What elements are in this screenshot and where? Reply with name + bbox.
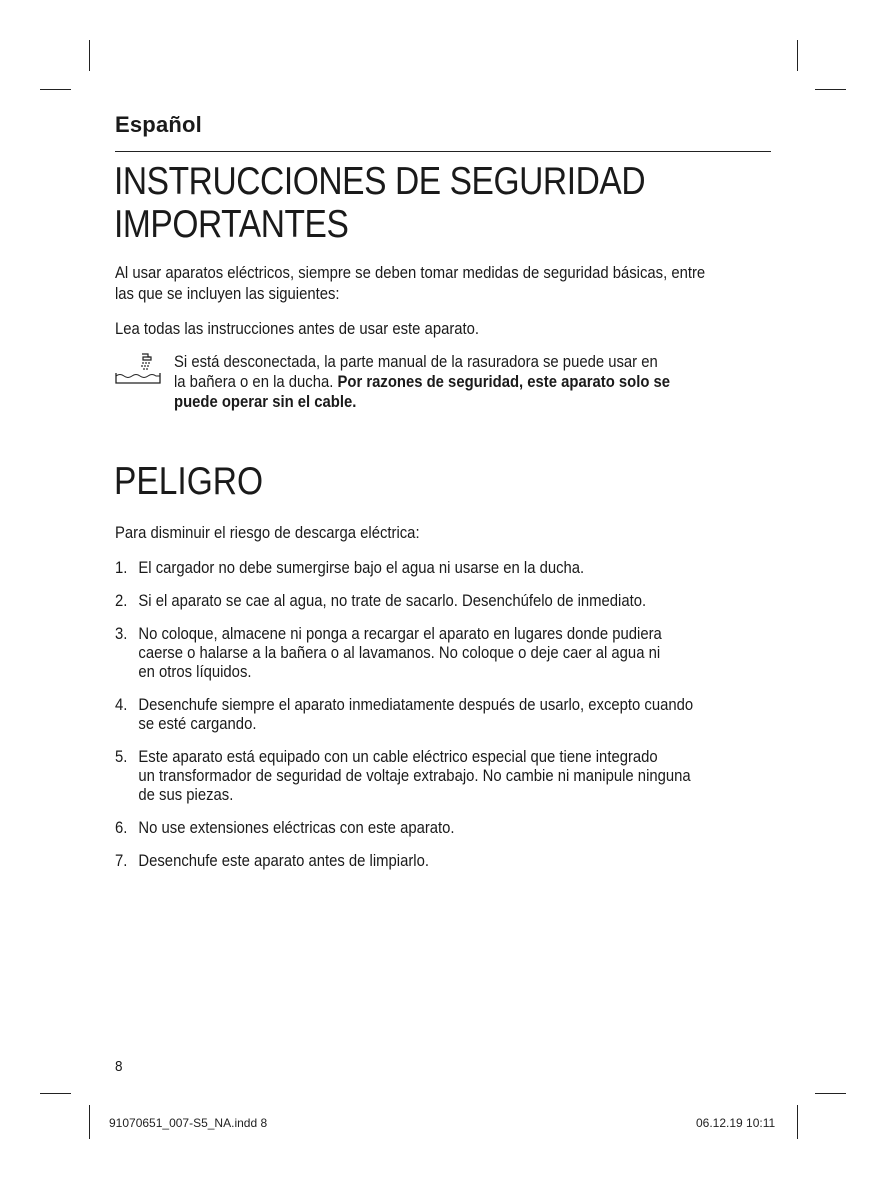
list-item [115,592,727,611]
list-item-line: un transformador de seguridad de voltaje extrabajo. No cambie ni manipule ninguna [138,767,691,785]
bath-shower-icon [113,352,163,388]
crop-mark [40,1093,71,1094]
list-item-text [138,748,690,805]
list-item [115,559,727,578]
list-item-line: en otros líquidos. [138,663,252,681]
crop-mark [89,1105,90,1139]
list-item-number: 7. [115,852,128,870]
crop-mark [797,40,798,71]
crop-mark [815,1093,846,1094]
list-item-number: 1. [115,559,128,577]
note-line: Si está desconectada, la parte manual de la rasuradora se puede usar en [174,353,658,371]
list-item-line: Si el aparato se cae al agua, no trate de sacarlo. Desenchúfelo de inmediato. [138,592,647,610]
list-item-line: Este aparato está equipado con un cable eléctrico especial que tiene integrado [138,748,658,766]
danger-title: PELIGRO [114,460,264,503]
safety-title [114,160,682,246]
crop-mark [89,40,90,71]
note-warning-bold: puede operar sin el cable. [174,393,357,411]
danger-list [115,559,795,885]
note-line [174,372,670,392]
heading-divider [115,151,771,152]
list-item-number: 6. [115,819,128,837]
crop-mark [815,89,846,90]
safety-title-line: IMPORTANTES [114,203,349,246]
list-item-line: No coloque, almacene ni ponga a recargar el aparato en lugares donde pudiera [138,625,662,643]
slug-filename: 91070651_007-S5_NA.indd 8 [109,1116,268,1130]
note-warning-bold: Por razones de seguridad, este aparato solo se [337,373,671,391]
list-item-line: caerse o halarse a la bañera o al lavamanos. No coloque o deje caer al agua ni [138,644,661,662]
safety-intro [115,263,705,305]
language-heading: Español [115,112,202,137]
intro-line: Al usar aparatos eléctricos, siempre se deben tomar medidas de seguridad básicas, entre [115,264,706,282]
crop-mark [797,1105,798,1139]
safety-title-line: INSTRUCCIONES DE SEGURIDAD [114,160,646,203]
list-item-text [138,625,661,682]
list-item-line: de sus piezas. [138,786,234,804]
list-item [115,748,727,805]
list-item-line: se esté cargando. [138,715,257,733]
intro-line: las que se incluyen las siguientes: [115,285,340,303]
danger-intro: Para disminuir el riesgo de descarga eléctrica: [115,524,420,542]
list-item-number: 5. [115,748,128,766]
note-line [174,392,670,412]
list-item [115,696,727,734]
list-item-text [138,592,646,611]
list-item-line: Desenchufe este aparato antes de limpiarlo. [138,852,429,870]
list-item [115,852,727,871]
note-text: la bañera o en la ducha. [174,373,338,391]
list-item-line: El cargador no debe sumergirse bajo el agua ni usarse en la ducha. [138,559,585,577]
page-number: 8 [115,1058,123,1075]
list-item-text [138,696,693,734]
list-item-number: 4. [115,696,128,714]
list-item-number: 2. [115,592,128,610]
crop-mark [40,89,71,90]
list-item-line: No use extensiones eléctricas con este aparato. [138,819,455,837]
list-item-line: Desenchufe siempre el aparato inmediatamente después de usarlo, excepto cuando [138,696,694,714]
shower-use-note [174,352,670,412]
list-item-text [138,819,454,838]
list-item [115,819,727,838]
list-item-text [138,559,584,578]
list-item [115,625,727,682]
list-item-number: 3. [115,625,128,643]
slug-timestamp: 06.12.19 10:11 [696,1116,776,1130]
read-all-instructions: Lea todas las instrucciones antes de usar este aparato. [115,320,480,338]
list-item-text [138,852,429,871]
